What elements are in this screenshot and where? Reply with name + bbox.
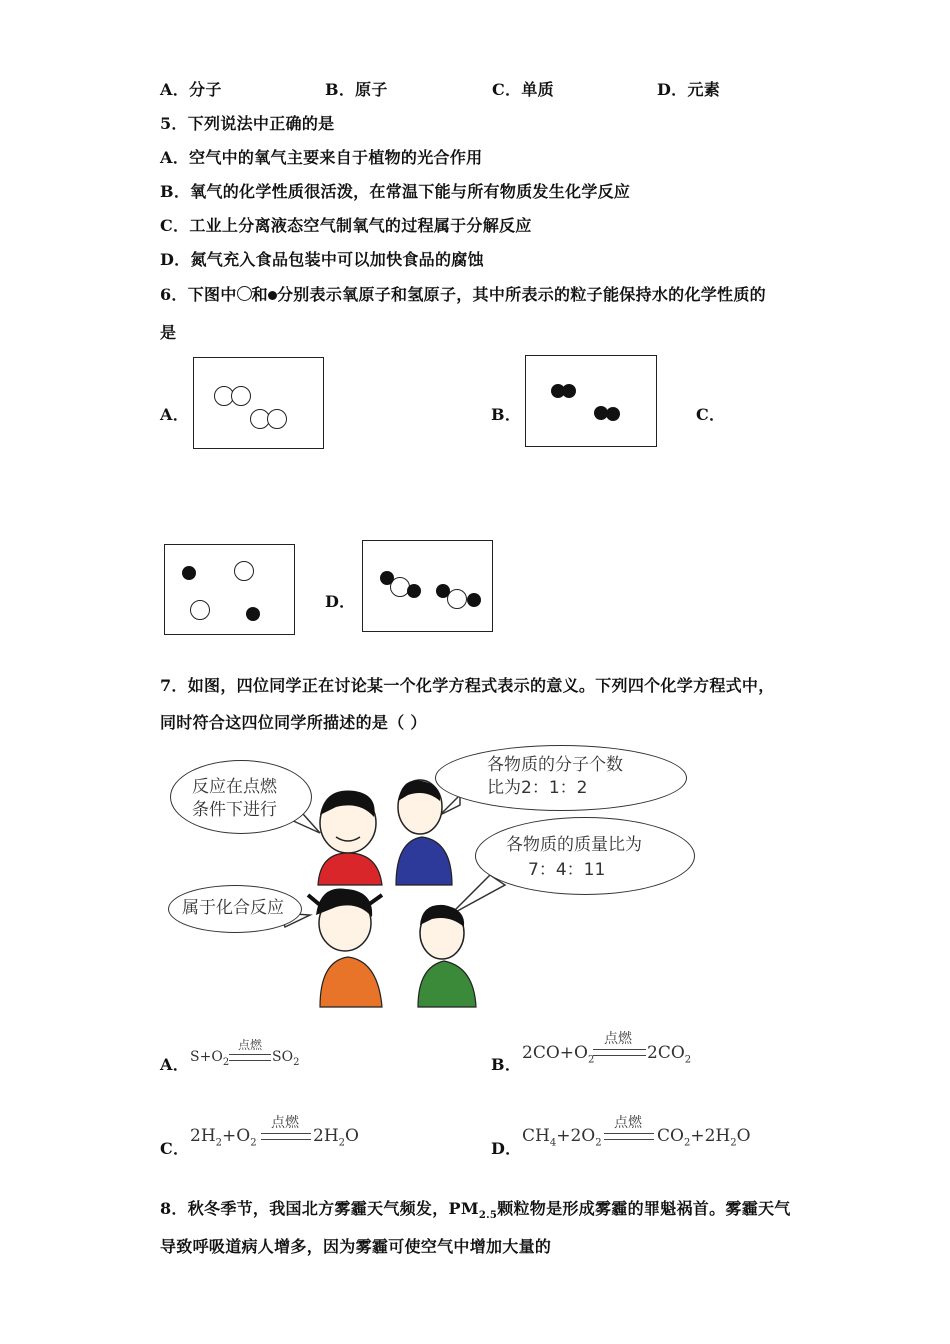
- q7-label-a: A．: [160, 1055, 190, 1074]
- q6-stem-line2: 是: [160, 323, 177, 342]
- bubble2-line2: 比为2：1：2: [487, 778, 588, 798]
- q8-line2: 导致呼吸道病人增多，因为雾霾可使空气中增加大量的: [160, 1237, 552, 1256]
- eq-b-left-sub: 2: [587, 1054, 595, 1066]
- q6-label-a: A．: [160, 405, 190, 424]
- eq-c-l2: +O: [222, 1126, 251, 1146]
- q6-label-d: D．: [325, 592, 356, 611]
- q6-stem: [160, 282, 766, 305]
- q5-option-a: A．空气中的氧气主要来自于植物的光合作用: [160, 148, 483, 167]
- q7-stem-line2: 同时符合这四位同学所描述的是（ ）: [160, 713, 427, 732]
- q6-figure-d: [362, 540, 493, 632]
- eq-d-r3: O: [736, 1126, 751, 1146]
- eq-c-condition: 点燃: [271, 1115, 299, 1131]
- q7-label-c: C．: [160, 1139, 190, 1158]
- eq-d-l2-sub: 2: [595, 1137, 602, 1149]
- eq-d-r1-sub: 2: [683, 1137, 691, 1149]
- hydrogen-atom: [436, 584, 450, 598]
- student-girl-orange-shirt: [308, 889, 382, 1007]
- bubble4-text: 属于化合反应: [182, 898, 284, 918]
- eq-a-right-sub: 2: [293, 1056, 300, 1068]
- hydrogen-atom: [380, 571, 394, 585]
- q6-figure-a: [193, 357, 324, 449]
- bubble2-line1: 各物质的分子个数: [487, 755, 623, 775]
- q6-figure-b: [525, 355, 657, 447]
- eq-a-left: S+O: [190, 1049, 223, 1065]
- q6-label-c: C．: [696, 405, 726, 424]
- q7-label-b: B．: [491, 1055, 522, 1074]
- discussion-illustration: [160, 745, 700, 1015]
- hydrogen-atom: [246, 607, 260, 621]
- eq-b-right-sub: 2: [684, 1054, 692, 1066]
- hydrogen-atom: [606, 407, 620, 421]
- hydrogen-atom: [562, 384, 576, 398]
- eq-b-right: 2CO: [647, 1043, 685, 1063]
- hydrogen-atom: [182, 566, 196, 580]
- oxygen-atom: [267, 409, 287, 429]
- eq-c-r1: 2H: [313, 1126, 339, 1146]
- eq-a-equals: [229, 1054, 271, 1061]
- oxygen-atom: [234, 561, 254, 581]
- bubble3-line2: 7：4：11: [528, 860, 606, 880]
- eq-c-r2: O: [345, 1126, 359, 1146]
- q7-stem-line1: 7．如图，四位同学正在讨论某一个化学方程式表示的意义。下列四个化学方程式中，: [160, 676, 775, 695]
- q6-stem-part2: 分别表示氧原子和氢原子，其中所表示的粒子能保持水的化学性质的: [276, 285, 766, 304]
- q5-option-d: D．氮气充入食品包装中可以加快食品的腐蚀: [160, 250, 484, 269]
- q8-line1-a: 8．秋冬季节，我国北方雾霾天气频发，PM: [160, 1199, 479, 1218]
- q4-option-a: A．分子: [160, 80, 222, 99]
- eq-c-l1: 2H: [190, 1126, 216, 1146]
- q8-line1: [160, 1196, 791, 1221]
- eq-d-l1-sub: 4: [549, 1137, 557, 1149]
- q5-stem: 5．下列说法中正确的是: [160, 114, 335, 133]
- eq-d-l1: CH: [522, 1126, 550, 1146]
- student-boy-blue-shirt: [396, 780, 452, 885]
- eq-a-right: SO: [272, 1049, 294, 1065]
- eq-c-l2-sub: 2: [250, 1137, 257, 1149]
- eq-d-condition: 点燃: [614, 1115, 642, 1131]
- oxygen-atom: [190, 600, 210, 620]
- hydrogen-atom-icon: [268, 291, 277, 300]
- q6-stem-and: 和: [251, 285, 268, 304]
- bubble1-line2: 条件下进行: [192, 800, 277, 820]
- q5-option-c: C．工业上分离液态空气制氧气的过程属于分解反应: [160, 216, 532, 235]
- q8-line1-b: 颗粒物是形成雾霾的罪魁祸首。雾霾天气: [497, 1199, 791, 1218]
- eq-d-r2: +2H: [690, 1126, 731, 1146]
- q6-label-b: B．: [491, 405, 522, 424]
- q6-stem-part1: 6．下图中: [160, 285, 237, 304]
- oxygen-atom: [231, 386, 251, 406]
- eq-a-left-sub: 2: [222, 1056, 230, 1068]
- eq-d-l2: +2O: [556, 1126, 596, 1146]
- q6-figure-c: [164, 544, 295, 635]
- eq-b-equals: [593, 1049, 646, 1056]
- q4-option-c: C．单质: [492, 80, 554, 99]
- eq-c-equals: [261, 1133, 311, 1140]
- hydrogen-atom: [407, 584, 421, 598]
- eq-a-condition: 点燃: [238, 1038, 263, 1052]
- eq-b-left: 2CO+O: [522, 1043, 588, 1063]
- eq-d-r2-sub: 2: [730, 1137, 737, 1149]
- eq-d-r1: CO: [657, 1126, 684, 1146]
- eq-c-l1-sub: 2: [215, 1137, 223, 1149]
- hydrogen-atom: [467, 593, 481, 607]
- student-boy-red-shirt: [318, 791, 382, 886]
- q4-option-d: D．元素: [657, 80, 721, 99]
- student-boy-green-shirt: [418, 905, 476, 1007]
- oxygen-atom-icon: [237, 286, 252, 301]
- bubble1-line1: 反应在点燃: [192, 777, 277, 797]
- q7-label-d: D．: [491, 1139, 522, 1158]
- eq-c-r1-sub: 2: [338, 1137, 346, 1149]
- q8-line1-sub: 2.5: [478, 1210, 498, 1222]
- q5-option-b: B．氧气的化学性质很活泼，在常温下能与所有物质发生化学反应: [160, 182, 631, 201]
- bubble3-line1: 各物质的质量比为: [506, 835, 642, 855]
- oxygen-atom: [447, 589, 467, 609]
- q4-option-b: B．原子: [325, 80, 388, 99]
- eq-b-condition: 点燃: [604, 1031, 632, 1047]
- eq-d-equals: [604, 1133, 654, 1140]
